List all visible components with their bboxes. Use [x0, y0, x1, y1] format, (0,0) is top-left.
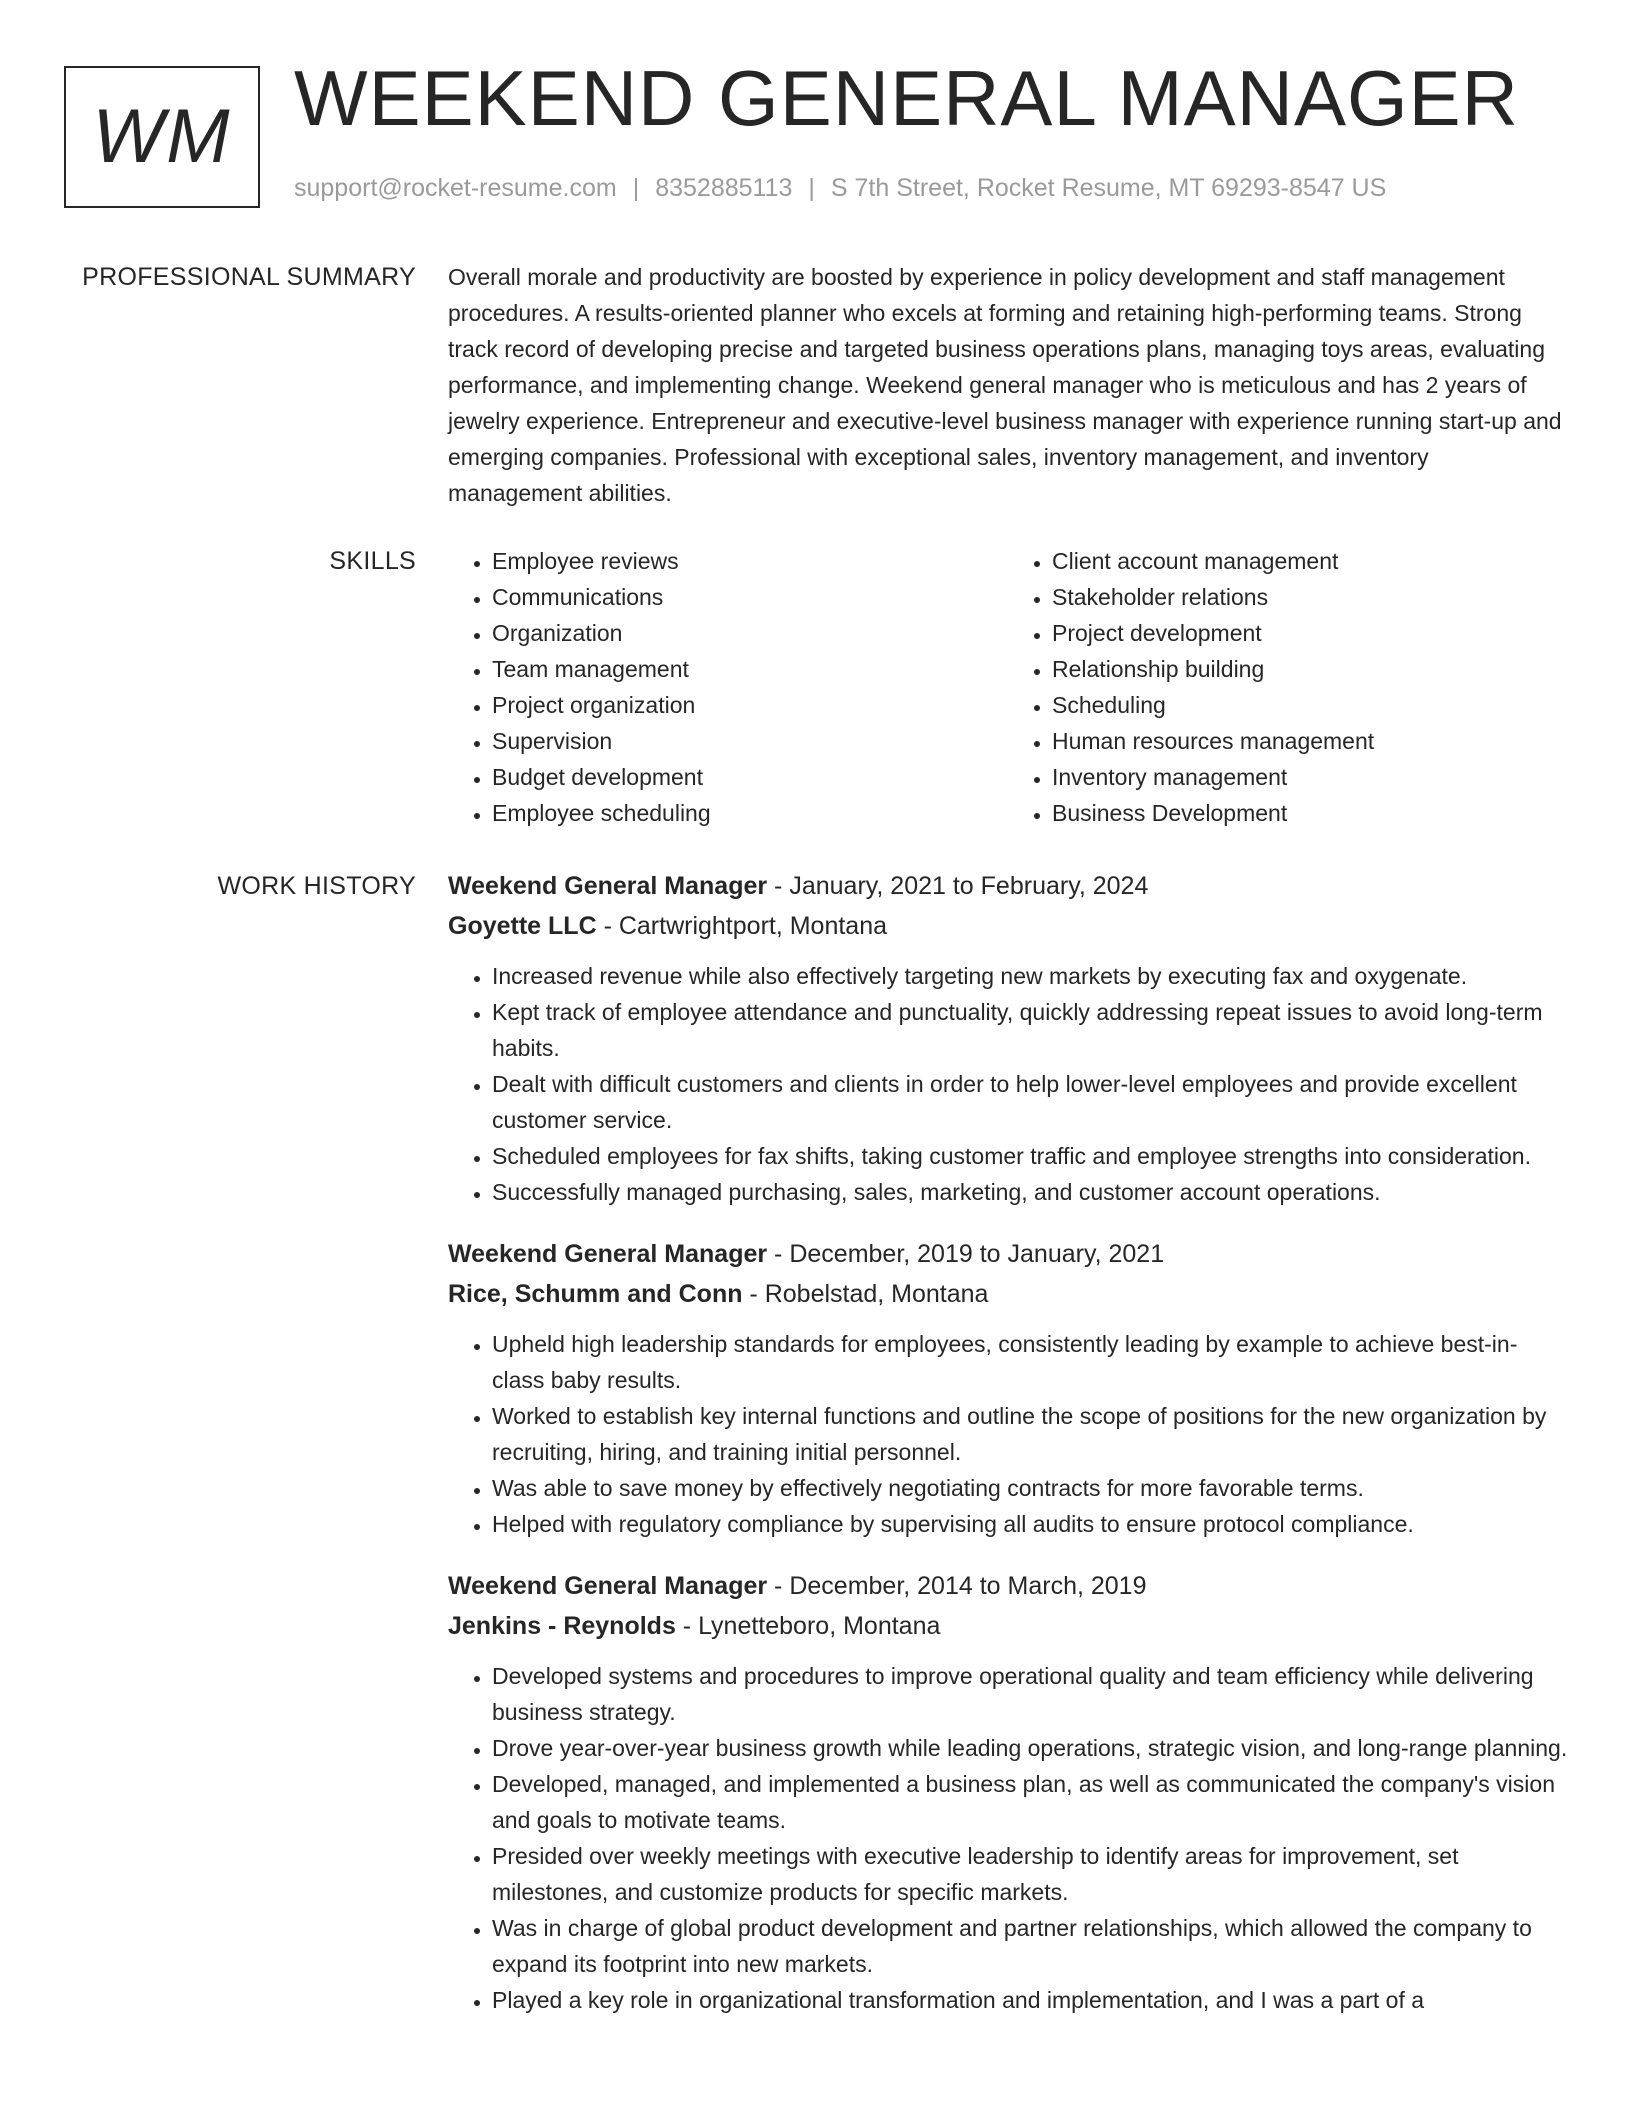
- contact-separator: |: [632, 174, 640, 202]
- job-entry: [448, 1566, 1568, 2018]
- job-bullet: • Presided over weekly meetings with executive leadership to identify areas for improvement, set milestones, and customize products for specific markets.: [492, 1838, 1568, 1910]
- job-title-line: [448, 1566, 1568, 1606]
- job-title: Weekend General Manager: [448, 1572, 768, 1600]
- job-title-line: [448, 1234, 1568, 1274]
- contact-email[interactable]: support@rocket-resume.com: [294, 174, 617, 202]
- job-dates: - January, 2021 to February, 2024: [767, 872, 1149, 900]
- job-location: - Lynetteboro, Montana: [675, 1612, 941, 1640]
- job-bullet: • Helped with regulatory compliance by supervising all audits to ensure protocol compliance.: [492, 1506, 1568, 1542]
- skill-item: • Scheduling: [1052, 687, 1568, 723]
- skill-item: • Employee reviews: [492, 543, 1008, 579]
- skill-item: • Inventory management: [1052, 759, 1568, 795]
- candidate-name: WEEKEND GENERAL MANAGER: [294, 54, 1519, 142]
- skill-item: • Employee scheduling: [492, 795, 1008, 831]
- job-bullet: • Kept track of employee attendance and punctuality, quickly addressing repeat issues to avoid long-term habits.: [492, 994, 1568, 1066]
- job-entry: [448, 866, 1568, 1210]
- skill-item: • Client account management: [1052, 543, 1568, 579]
- monogram-initials: WM: [92, 94, 232, 179]
- job-bullet: • Scheduled employees for fax shifts, taking customer traffic and employee strengths into consideration.: [492, 1138, 1568, 1174]
- contact-separator: |: [808, 174, 815, 202]
- skill-item: • Supervision: [492, 723, 1008, 759]
- job-bullet: • Was able to save money by effectively negotiating contracts for more favorable terms.: [492, 1470, 1568, 1506]
- job-title: Weekend General Manager: [448, 872, 768, 900]
- job-company-line: [448, 1606, 1568, 1646]
- job-company-line: [448, 906, 1568, 946]
- skill-item: • Human resources management: [1052, 723, 1568, 759]
- job-company: Rice, Schumm and Conn: [448, 1280, 743, 1308]
- job-bullet: • Increased revenue while also effectively targeting new markets by executing fax and oxygenate.: [492, 958, 1568, 994]
- job-bullet: • Developed, managed, and implemented a business plan, as well as communicated the company's vision and goals to motivate teams.: [492, 1766, 1568, 1838]
- job-bullet: • Was in charge of global product development and partner relationships, which allowed the company to expand its footprint into new markets.: [492, 1910, 1568, 1982]
- skills-heading: SKILLS: [329, 547, 416, 575]
- skills-list-left: [448, 543, 1008, 831]
- skill-item: • Team management: [492, 651, 1008, 687]
- skill-item: • Relationship building: [1052, 651, 1568, 687]
- skill-item: • Project development: [1052, 615, 1568, 651]
- job-company: Goyette LLC: [448, 912, 597, 940]
- job-bullet: • Upheld high leadership standards for employees, consistently leading by example to achieve best-in-class baby results.: [492, 1326, 1568, 1398]
- job-bullet: • Developed systems and procedures to improve operational quality and team efficiency while delivering business strategy.: [492, 1658, 1568, 1730]
- skills-list-right: [1008, 543, 1568, 831]
- monogram-box: [64, 66, 260, 208]
- job-dates: - December, 2014 to March, 2019: [767, 1572, 1147, 1600]
- job-bullets: [448, 1326, 1568, 1542]
- skill-item: • Business Development: [1052, 795, 1568, 831]
- work-history-body: [448, 866, 1568, 2042]
- skills-grid: [448, 543, 1568, 831]
- job-location: - Robelstad, Montana: [742, 1280, 989, 1308]
- summary-heading: PROFESSIONAL SUMMARY: [82, 263, 416, 291]
- job-entry: [448, 1234, 1568, 1542]
- job-bullet: • Worked to establish key internal functions and outline the scope of positions for the new organization by recruiting, hiring, and training initial personnel.: [492, 1398, 1568, 1470]
- summary-body: [448, 259, 1568, 511]
- job-bullets: [448, 1658, 1568, 2018]
- skills-body: [448, 543, 1568, 831]
- job-company: Jenkins - Reynolds: [448, 1612, 676, 1640]
- skill-item: • Communications: [492, 579, 1008, 615]
- summary-text: Overall morale and productivity are boosted by experience in policy development and staff management procedures. A results-oriented planner who excels at forming and retaining high-performing teams. Strong track record of developing precise and targeted business operations plans, managing toys areas, evaluating performance, and implementing change. Weekend general manager who is meticulous and has 2 years of jewelry experience. Entrepreneur and executive-level business manager with experience running start-up and emerging companies. Professional with exceptional sales, inventory management, and inventory management abilities.: [448, 264, 1562, 506]
- skill-item: • Project organization: [492, 687, 1008, 723]
- job-bullet: • Drove year-over-year business growth while leading operations, strategic vision, and long-range planning.: [492, 1730, 1568, 1766]
- skill-item: • Stakeholder relations: [1052, 579, 1568, 615]
- job-title: Weekend General Manager: [448, 1240, 768, 1268]
- job-dates: - December, 2019 to January, 2021: [767, 1240, 1165, 1268]
- job-bullet: • Dealt with difficult customers and clients in order to help lower-level employees and provide excellent customer service.: [492, 1066, 1568, 1138]
- skill-item: • Budget development: [492, 759, 1008, 795]
- job-company-line: [448, 1274, 1568, 1314]
- job-bullet: • Played a key role in organizational transformation and implementation, and I was a part of a: [492, 1982, 1568, 2018]
- job-title-line: [448, 866, 1568, 906]
- job-location: - Cartwrightport, Montana: [596, 912, 888, 940]
- work-history-heading: WORK HISTORY: [217, 872, 416, 900]
- job-bullet: • Successfully managed purchasing, sales, marketing, and customer account operations.: [492, 1174, 1568, 1210]
- contact-line: [294, 174, 1386, 203]
- skill-item: • Organization: [492, 615, 1008, 651]
- contact-address: S 7th Street, Rocket Resume, MT 69293-8547 US: [830, 174, 1387, 202]
- contact-phone[interactable]: 8352885113: [655, 174, 793, 202]
- job-bullets: [448, 958, 1568, 1210]
